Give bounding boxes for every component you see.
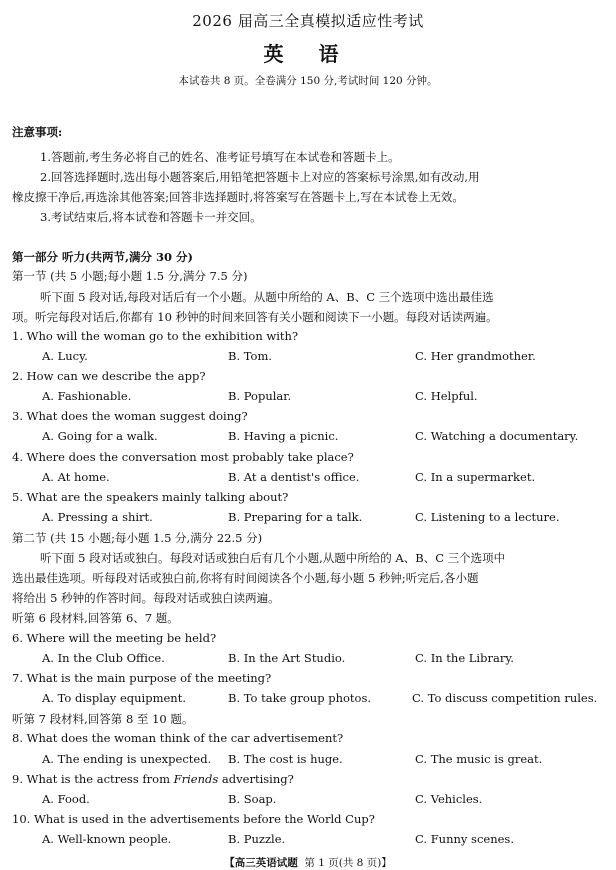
notice-heading: 注意事项:	[12, 125, 63, 139]
section2-instruction-3: 将给出 5 秒钟的作答时间。每段对话或独白读两遍。	[12, 591, 280, 605]
question-4-options	[0, 470, 616, 486]
option-b: B. Popular.	[228, 389, 292, 403]
option-b: B. To take group photos.	[228, 691, 372, 705]
material-6-note: 听第 6 段材料,回答第 6、7 题。	[12, 611, 179, 625]
option-b: B. Puzzle.	[228, 832, 286, 846]
option-b: B. Having a picnic.	[228, 429, 339, 443]
option-c: C. Listening to a lecture.	[415, 510, 560, 524]
option-a: A. Well-known people.	[42, 832, 172, 846]
option-a: A. Lucy.	[42, 349, 88, 363]
notice-item-1: 1.答题前,考生务必将自己的姓名、准考证号填写在本试卷和答题卡上。	[40, 150, 400, 164]
question-8: 8. What does the woman think of the car advertisement?	[12, 731, 344, 745]
option-c: C. Vehicles.	[415, 792, 483, 806]
exam-info: 本试卷共 8 页。全卷满分 150 分,考试时间 120 分钟。	[178, 75, 438, 87]
option-b: B. Soap.	[228, 792, 277, 806]
option-a: A. The ending is unexpected.	[42, 752, 212, 766]
section1-heading: 第一节 (共 5 小题;每小题 1.5 分,满分 7.5 分)	[12, 269, 248, 283]
section2-heading: 第二节 (共 15 小题;每小题 1.5 分,满分 22.5 分)	[12, 531, 263, 545]
question-3-options	[0, 429, 616, 445]
section1-instruction-2: 项。听完每段对话后,你都有 10 秒钟的时间来回答有关小题和阅读下一小题。每段对话读两遍。	[12, 310, 498, 324]
option-a: A. Going for a walk.	[42, 429, 158, 443]
option-b: B. At a dentist's office.	[228, 470, 360, 484]
option-a: A. In the Club Office.	[42, 651, 165, 665]
option-c: C. The music is great.	[415, 752, 543, 766]
notice-item-3: 3.考试结束后,将本试卷和答题卡一并交回。	[40, 210, 262, 224]
option-a: A. Pressing a shirt.	[42, 510, 153, 524]
question-7: 7. What is the main purpose of the meeting?	[12, 671, 272, 685]
question-5-options	[0, 510, 616, 526]
option-a: A. Food.	[42, 792, 90, 806]
notice-item-2-cont: 橡皮擦干净后,再选涂其他答案;回答非选择题时,将答案写在答题卡上,写在本试卷上无效。	[12, 190, 464, 204]
option-c: C. In a supermarket.	[415, 470, 536, 484]
subject-title: 英 语	[263, 42, 353, 66]
option-a: A. Fashionable.	[42, 389, 132, 403]
question-2-options	[0, 389, 616, 405]
option-c: C. In the Library.	[415, 651, 514, 665]
material-7-note: 听第 7 段材料,回答第 8 至 10 题。	[12, 712, 194, 726]
option-a: A. To display equipment.	[42, 691, 186, 705]
option-c: C. Helpful.	[415, 389, 478, 403]
question-3: 3. What does the woman suggest doing?	[12, 409, 248, 423]
option-c: C. Watching a documentary.	[415, 429, 579, 443]
question-9-options	[0, 792, 616, 808]
option-b: B. Preparing for a talk.	[228, 510, 363, 524]
question-6-options	[0, 651, 616, 667]
question-9-text: 9. What is the actress from	[12, 772, 174, 786]
question-1: 1. Who will the woman go to the exhibition with?	[12, 329, 299, 343]
option-b: B. The cost is huge.	[228, 752, 343, 766]
footer-page-number: 第 1 页(共 8 页)】	[304, 857, 392, 869]
page-footer	[0, 855, 616, 870]
option-b: B. Tom.	[228, 349, 273, 363]
footer-subject: 【高三英语试题	[224, 857, 298, 869]
exam-title: 2026 届高三全真模拟适应性考试	[192, 12, 424, 30]
part1-heading: 第一部分 听力(共两节,满分 30 分)	[12, 250, 193, 264]
notice-item-2: 2.回答选择题时,选出每小题答案后,用铅笔把答题卡上对应的答案标号涂黑,如有改动,用	[40, 170, 480, 184]
question-6: 6. Where will the meeting be held?	[12, 631, 217, 645]
section1-instruction-1: 听下面 5 段对话,每段对话后有一个小题。从题中所给的 A、B、C 三个选项中选出最佳选	[40, 290, 494, 304]
question-9	[12, 772, 294, 786]
question-1-options	[0, 349, 616, 365]
question-2: 2. How can we describe the app?	[12, 369, 206, 383]
question-8-options	[0, 752, 616, 768]
option-c: C. To discuss competition rules.	[412, 691, 598, 705]
question-4: 4. Where does the conversation most probably take place?	[12, 450, 354, 464]
question-9-title: Friends	[173, 772, 219, 786]
option-a: A. At home.	[42, 470, 110, 484]
option-b: B. In the Art Studio.	[228, 651, 346, 665]
option-c: C. Funny scenes.	[415, 832, 514, 846]
question-10-options	[0, 832, 616, 848]
section2-instruction-1: 听下面 5 段对话或独白。每段对话或独白后有几个小题,从题中所给的 A、B、C 三个选项中	[40, 551, 506, 565]
option-c: C. Her grandmother.	[415, 349, 536, 363]
question-10: 10. What is used in the advertisements before the World Cup?	[12, 812, 375, 826]
question-5: 5. What are the speakers mainly talking about?	[12, 490, 289, 504]
question-9-text-end: advertising?	[218, 772, 294, 786]
section2-instruction-2: 选出最佳选项。听每段对话或独白前,你将有时间阅读各个小题,每小题 5 秒钟;听完后,各小题	[12, 571, 479, 585]
question-7-options	[0, 691, 616, 707]
